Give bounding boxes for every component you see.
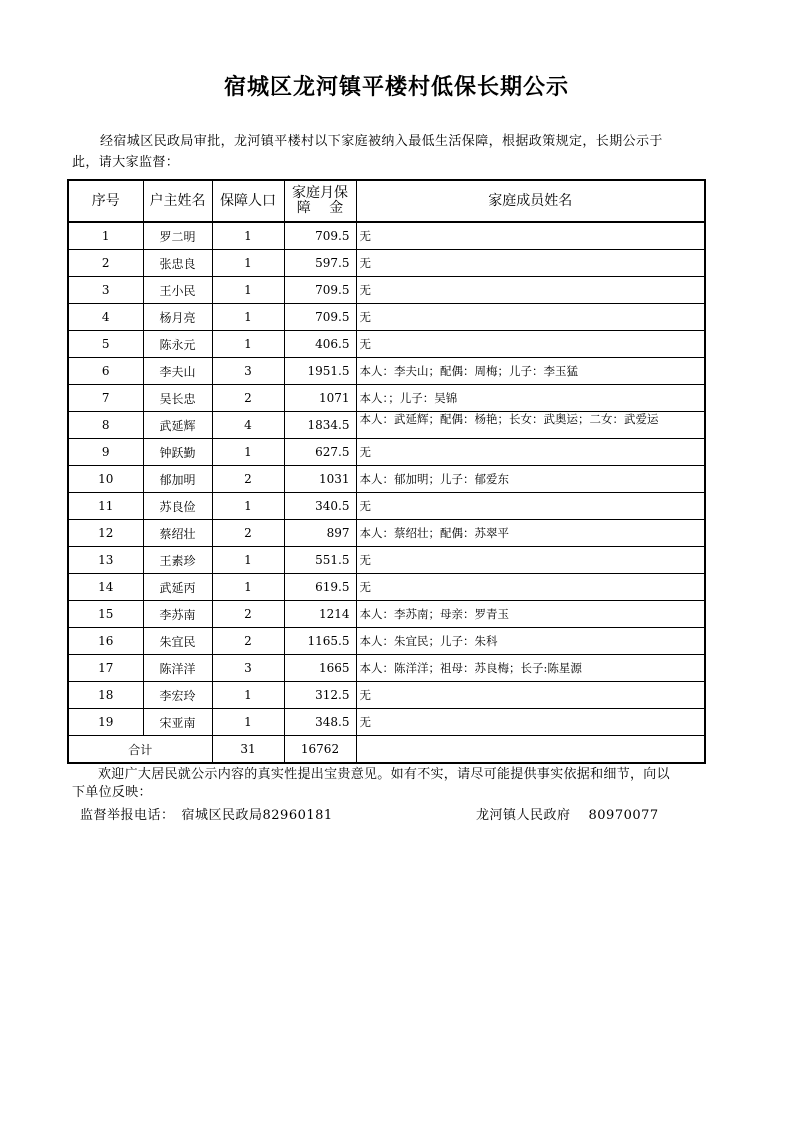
table-row	[68, 331, 705, 358]
col-header-seq: 序号	[68, 180, 143, 222]
cell-members	[356, 412, 705, 439]
intro-paragraph: 经宿城区民政局审批，龙河镇平楼村以下家庭被纳入最低生活保障，根据政策规定，长期公示于此，请大家监督：	[72, 134, 663, 170]
cell-members	[356, 277, 705, 304]
members-text: 本人：朱宜民；儿子：朱科	[359, 634, 498, 648]
table-row	[68, 358, 705, 385]
col-header-amount	[284, 180, 356, 222]
cell-head-name: 陈洋洋	[143, 655, 212, 682]
cell-head-name: 武延丙	[143, 574, 212, 601]
members-text: 无	[359, 283, 371, 297]
members-text: 无	[359, 256, 371, 270]
cell-persons: 1	[212, 493, 284, 520]
table-row	[68, 547, 705, 574]
cell-members	[356, 439, 705, 466]
cell-seq: 16	[68, 628, 143, 655]
members-text: 无	[359, 310, 371, 324]
cell-persons: 2	[212, 601, 284, 628]
cell-head-name: 李宏玲	[143, 682, 212, 709]
page-title: 宿城区龙河镇平楼村低保长期公示	[223, 75, 569, 100]
col-header-amount-line2: 障 金	[296, 200, 344, 216]
cell-persons: 3	[212, 358, 284, 385]
cell-head-name: 朱宜民	[143, 628, 212, 655]
cell-head-name: 李夫山	[143, 358, 212, 385]
members-text: 本人：武延辉；配偶：杨艳；长女：武奥运；二女：武爱运	[359, 413, 659, 426]
cell-amount: 597.5	[284, 250, 356, 277]
cell-seq: 5	[68, 331, 143, 358]
table-row	[68, 574, 705, 601]
cell-members	[356, 682, 705, 709]
cell-head-name: 宋亚南	[143, 709, 212, 736]
members-text: 本人：李夫山；配偶：周梅；儿子：李玉猛	[359, 364, 578, 378]
total-label: 合计	[68, 736, 212, 764]
cell-amount: 1165.5	[284, 628, 356, 655]
members-text: 本人：李苏南；母亲：罗青玉	[359, 607, 509, 621]
cell-seq: 3	[68, 277, 143, 304]
cell-seq: 2	[68, 250, 143, 277]
table-row	[68, 304, 705, 331]
cell-amount: 551.5	[284, 547, 356, 574]
footer-town-contact	[476, 804, 659, 823]
cell-seq: 12	[68, 520, 143, 547]
cell-members	[356, 385, 705, 412]
cell-amount: 348.5	[284, 709, 356, 736]
cell-members	[356, 709, 705, 736]
table-row	[68, 222, 705, 250]
cell-persons: 1	[212, 439, 284, 466]
members-text: 本人：陈洋洋；祖母：苏良梅；长子:陈星源	[359, 661, 582, 675]
cell-head-name: 王小民	[143, 277, 212, 304]
table-row	[68, 412, 705, 439]
cell-head-name: 郁加明	[143, 466, 212, 493]
cell-persons: 1	[212, 547, 284, 574]
cell-persons: 2	[212, 520, 284, 547]
members-text: 本人：；儿子：吴锦	[359, 391, 458, 405]
cell-amount: 312.5	[284, 682, 356, 709]
cell-members	[356, 222, 705, 250]
cell-persons: 4	[212, 412, 284, 439]
cell-persons: 1	[212, 277, 284, 304]
col-header-members: 家庭成员姓名	[356, 180, 705, 222]
cell-amount: 897	[284, 520, 356, 547]
cell-seq: 4	[68, 304, 143, 331]
cell-seq: 6	[68, 358, 143, 385]
cell-members	[356, 250, 705, 277]
cell-members	[356, 601, 705, 628]
cell-seq: 7	[68, 385, 143, 412]
cell-members	[356, 331, 705, 358]
cell-members	[356, 493, 705, 520]
cell-seq: 1	[68, 222, 143, 250]
table-row	[68, 520, 705, 547]
cell-seq: 10	[68, 466, 143, 493]
table-row	[68, 709, 705, 736]
cell-amount: 1214	[284, 601, 356, 628]
cell-head-name: 吴长忠	[143, 385, 212, 412]
cell-head-name: 王素珍	[143, 547, 212, 574]
table-row	[68, 628, 705, 655]
cell-persons: 1	[212, 682, 284, 709]
cell-members	[356, 304, 705, 331]
cell-head-name: 蔡绍壮	[143, 520, 212, 547]
cell-members	[356, 466, 705, 493]
cell-head-name: 钟跃勤	[143, 439, 212, 466]
members-text: 无	[359, 445, 371, 459]
cell-amount: 709.5	[284, 304, 356, 331]
cell-members	[356, 628, 705, 655]
members-text: 无	[359, 499, 371, 513]
cell-seq: 15	[68, 601, 143, 628]
table-row	[68, 655, 705, 682]
table-row	[68, 385, 705, 412]
table-row	[68, 250, 705, 277]
cell-amount: 1951.5	[284, 358, 356, 385]
cell-seq: 8	[68, 412, 143, 439]
cell-persons: 1	[212, 709, 284, 736]
cell-members	[356, 520, 705, 547]
cell-head-name: 陈永元	[143, 331, 212, 358]
cell-amount: 709.5	[284, 277, 356, 304]
members-text: 无	[359, 229, 371, 243]
cell-seq: 9	[68, 439, 143, 466]
footer-note: 欢迎广大居民就公示内容的真实性提出宝贵意见。如有不实，请尽可能提供事实依据和细节，向以下单位反映：	[72, 767, 670, 800]
cell-amount: 1665	[284, 655, 356, 682]
cell-head-name: 杨月亮	[143, 304, 212, 331]
cell-amount: 340.5	[284, 493, 356, 520]
members-text: 无	[359, 553, 371, 567]
cell-head-name: 张忠良	[143, 250, 212, 277]
cell-head-name: 苏良俭	[143, 493, 212, 520]
cell-amount: 406.5	[284, 331, 356, 358]
cell-amount: 1071	[284, 385, 356, 412]
col-header-head-name: 户主姓名	[143, 180, 212, 222]
cell-amount: 1031	[284, 466, 356, 493]
members-text: 无	[359, 715, 371, 729]
table-row	[68, 601, 705, 628]
members-text: 本人：蔡绍壮；配偶：苏翠平	[359, 526, 509, 540]
cell-members	[356, 547, 705, 574]
cell-members	[356, 358, 705, 385]
cell-seq: 19	[68, 709, 143, 736]
cell-members	[356, 574, 705, 601]
members-text: 无	[359, 580, 371, 594]
cell-amount: 627.5	[284, 439, 356, 466]
cell-persons: 1	[212, 304, 284, 331]
table-row	[68, 439, 705, 466]
subsidy-table	[67, 179, 706, 764]
cell-seq: 13	[68, 547, 143, 574]
cell-persons: 2	[212, 466, 284, 493]
table-row	[68, 466, 705, 493]
table-row	[68, 277, 705, 304]
table-header-row	[68, 180, 705, 222]
footer-town-gov: 龙河镇人民政府	[476, 808, 571, 823]
col-header-amount-line1: 家庭月保	[292, 185, 348, 201]
cell-members	[356, 655, 705, 682]
cell-persons: 2	[212, 628, 284, 655]
table-row	[68, 682, 705, 709]
cell-head-name: 李苏南	[143, 601, 212, 628]
members-text: 无	[359, 337, 371, 351]
cell-seq: 14	[68, 574, 143, 601]
members-text: 无	[359, 688, 371, 702]
total-row	[68, 736, 705, 764]
cell-seq: 18	[68, 682, 143, 709]
total-members-empty	[356, 736, 705, 764]
cell-persons: 1	[212, 331, 284, 358]
cell-persons: 2	[212, 385, 284, 412]
cell-amount: 709.5	[284, 222, 356, 250]
table-row	[68, 493, 705, 520]
cell-amount: 619.5	[284, 574, 356, 601]
cell-persons: 1	[212, 574, 284, 601]
cell-amount: 1834.5	[284, 412, 356, 439]
cell-persons: 3	[212, 655, 284, 682]
cell-head-name: 罗二明	[143, 222, 212, 250]
members-text: 本人：郁加明；儿子：郁爱东	[359, 472, 509, 486]
footer-hotline: 监督举报电话： 宿城区民政局82960181	[80, 808, 333, 823]
cell-head-name: 武延辉	[143, 412, 212, 439]
cell-seq: 17	[68, 655, 143, 682]
cell-persons: 1	[212, 222, 284, 250]
cell-seq: 11	[68, 493, 143, 520]
total-persons: 31	[212, 736, 284, 764]
footer-town-phone: 80970077	[588, 808, 659, 823]
total-amount: 16762	[284, 736, 356, 764]
cell-persons: 1	[212, 250, 284, 277]
col-header-persons: 保障人口	[212, 180, 284, 222]
